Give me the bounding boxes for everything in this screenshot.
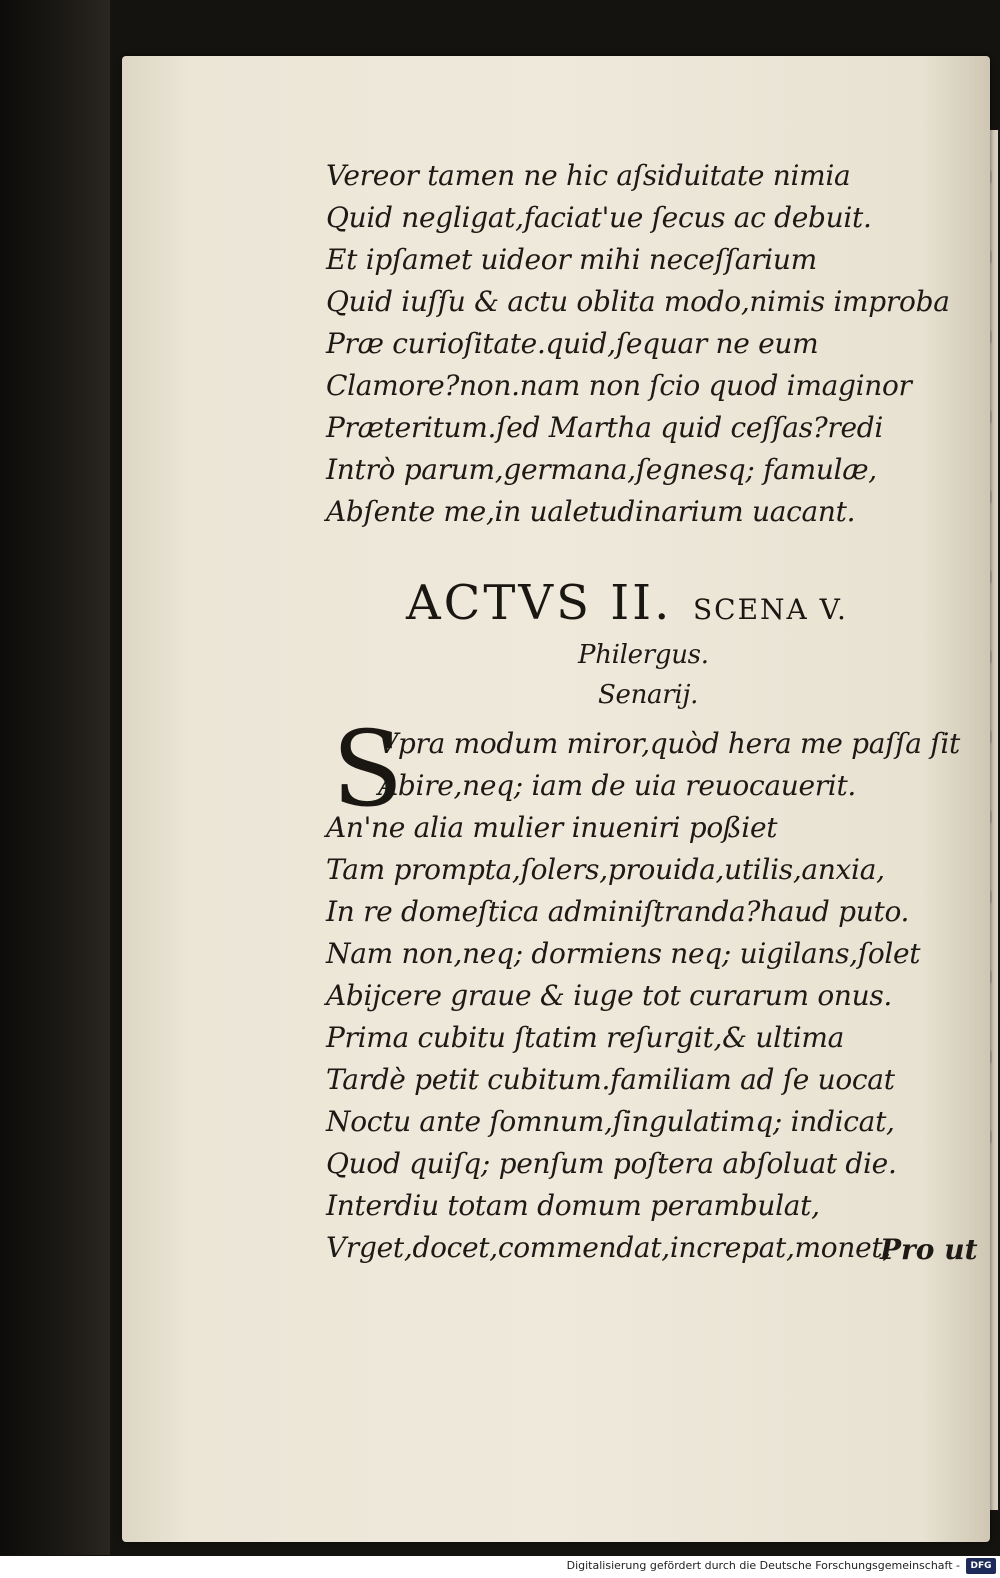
digitization-footer [0, 1556, 1000, 1578]
text-line: In re domeſtica adminiſtranda?haud puto. [326, 895, 910, 928]
act-scene-heading [326, 571, 966, 635]
text-line: Abſente me,in ualetudinarium uacant. [326, 495, 856, 528]
text-line: Præ curioſitate.quid,ſequar ne eum [326, 327, 819, 360]
drop-cap: S [332, 708, 403, 830]
act-title: ACTVS II. [406, 575, 673, 631]
catchword: Pro ut [880, 1233, 978, 1266]
funding-notice: Digitalisierung gefördert durch die Deutsche Forschungsgemeinschaft - [566, 1559, 960, 1572]
text-line: Prima cubitu ſtatim reſurgit,& ultima [326, 1021, 845, 1054]
text-line: An'ne alia mulier inueniri poßiet [326, 811, 778, 844]
text-line: Quid iuſſu & actu oblita modo,nimis improba [326, 285, 950, 318]
scene-title: SCENA V. [693, 593, 848, 626]
speaker-name: Philergus. [578, 640, 709, 670]
dfg-logo: DFG [966, 1558, 996, 1574]
text-line: Intrò parum,germana,ſegnesq; famulæ, [326, 453, 877, 486]
text-line: Vrget,docet,commendat,increpat,monet, [326, 1231, 891, 1264]
text-line: Vereor tamen ne hic aſsiduitate nimia [326, 159, 851, 192]
text-line-content: Vpra modum miror,quòd hera me paſſa ſit [378, 727, 960, 760]
meter-label: Senarij. [598, 680, 699, 710]
book-binding-edge [0, 0, 110, 1555]
text-line: Tam prompta,ſolers,prouida,utilis,anxia, [326, 853, 885, 886]
text-line: Noctu ante ſomnum,ſingulatimq; indicat, [326, 1105, 895, 1138]
text-line: Clamore?non.nam non ſcio quod imaginor [326, 369, 912, 402]
text-line: Interdiu totam domum perambulat, [326, 1189, 820, 1222]
text-line: Quid negligat,faciat'ue ſecus ac debuit. [326, 201, 872, 234]
text-line: Quod quiſq; penſum poſtera abſoluat die. [326, 1147, 897, 1180]
text-line: Tardè petit cubitum.familiam ad ſe uocat [326, 1063, 895, 1096]
text-line: Nam non,neq; dormiens neq; uigilans,ſolet [326, 937, 921, 970]
text-line: Abijcere graue & iuge tot curarum onus. [326, 979, 893, 1012]
text-line: Abire,neq; iam de uia reuocauerit. [378, 769, 857, 802]
text-line: Præteritum.ſed Martha quid ceſſas?redi [326, 411, 884, 444]
text-line: Et ipſamet uideor mihi neceſſarium [326, 243, 817, 276]
page-text-block [326, 155, 966, 1269]
